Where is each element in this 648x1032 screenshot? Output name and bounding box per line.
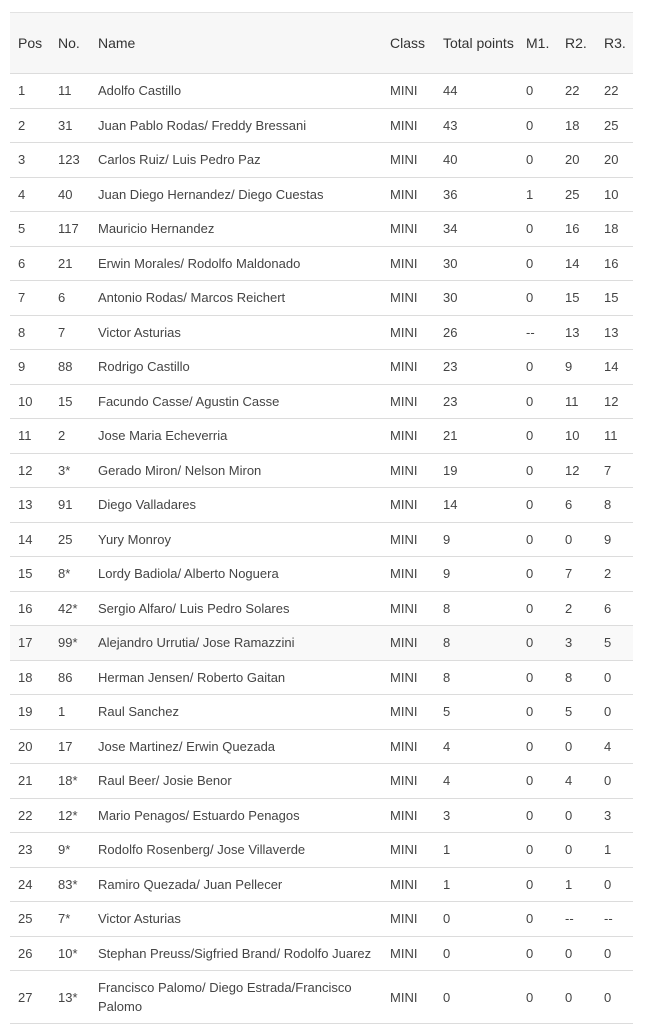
cell-total-points: 8 <box>443 669 451 685</box>
cell-r2: -- <box>565 911 574 927</box>
cell-name: Francisco Palomo/ Diego Estrada/Francisco Palomo <box>98 980 352 1014</box>
cell-class: MINI <box>390 669 418 685</box>
cell-pos: 6 <box>18 255 26 271</box>
cell-r2: 14 <box>565 255 580 271</box>
table-row <box>10 281 633 316</box>
cell-name: Victor Asturias <box>98 324 181 340</box>
cell-total-points: 1 <box>443 876 451 892</box>
cell-class: MINI <box>390 290 418 306</box>
cell-no: 91 <box>58 497 73 513</box>
cell-total-points: 34 <box>443 221 458 237</box>
cell-r2: 7 <box>565 566 573 582</box>
cell-m1: 0 <box>526 497 534 513</box>
cell-total-points: 36 <box>443 186 458 202</box>
cell-class: MINI <box>390 635 418 651</box>
cell-pos: 12 <box>18 462 33 478</box>
cell-m1: 0 <box>526 989 534 1005</box>
cell-pos: 15 <box>18 566 33 582</box>
cell-total-points: 8 <box>443 600 451 616</box>
cell-m1: 0 <box>526 738 534 754</box>
cell-m1: 0 <box>526 600 534 616</box>
cell-name: Diego Valladares <box>98 497 197 513</box>
cell-name: Gerado Miron/ Nelson Miron <box>98 462 262 478</box>
table-row <box>10 764 633 799</box>
cell-class: MINI <box>390 359 418 375</box>
cell-m1: 0 <box>526 945 534 961</box>
cell-pos: 24 <box>18 876 33 892</box>
cell-total-points: 0 <box>443 989 451 1005</box>
table-row <box>10 350 633 385</box>
cell-r3: 0 <box>604 989 612 1005</box>
cell-m1: 1 <box>526 186 534 202</box>
cell-r3: 16 <box>604 255 619 271</box>
cell-name: Raul Beer/ Josie Benor <box>98 773 232 789</box>
cell-total-points: 19 <box>443 462 458 478</box>
table-row <box>10 729 633 764</box>
cell-no: 25 <box>58 531 73 547</box>
cell-total-points: 4 <box>443 773 451 789</box>
cell-name: Raul Sanchez <box>98 704 179 720</box>
cell-r3: -- <box>604 911 613 927</box>
cell-r3: 1 <box>604 842 612 858</box>
cell-r3: 0 <box>604 876 612 892</box>
cell-class: MINI <box>390 566 418 582</box>
cell-r3: 0 <box>604 704 612 720</box>
cell-r3: 0 <box>604 669 612 685</box>
cell-class: MINI <box>390 531 418 547</box>
cell-r2: 12 <box>565 462 580 478</box>
cell-no: 21 <box>58 255 73 271</box>
header-name: Name <box>90 13 382 74</box>
cell-r3: 5 <box>604 635 612 651</box>
table-row <box>10 902 633 937</box>
cell-total-points: 43 <box>443 117 458 133</box>
cell-total-points: 40 <box>443 152 458 168</box>
cell-m1: 0 <box>526 221 534 237</box>
cell-r3: 11 <box>604 428 618 444</box>
cell-m1: 0 <box>526 393 534 409</box>
cell-r2: 0 <box>565 738 573 754</box>
cell-r3: 25 <box>604 117 619 133</box>
cell-class: MINI <box>390 876 418 892</box>
cell-r3: 6 <box>604 600 612 616</box>
cell-pos: 22 <box>18 807 33 823</box>
cell-pos: 10 <box>18 393 33 409</box>
table-header <box>10 13 633 74</box>
cell-r3: 15 <box>604 290 619 306</box>
table-row <box>10 626 633 661</box>
cell-pos: 1 <box>18 83 26 99</box>
cell-r2: 5 <box>565 704 573 720</box>
cell-r3: 10 <box>604 186 619 202</box>
cell-r3: 22 <box>604 83 619 99</box>
header-pos: Pos <box>10 13 50 74</box>
cell-r2: 4 <box>565 773 573 789</box>
cell-r2: 9 <box>565 359 573 375</box>
cell-r3: 3 <box>604 807 612 823</box>
cell-name: Mauricio Hernandez <box>98 221 215 237</box>
cell-r3: 8 <box>604 497 612 513</box>
cell-name: Alejandro Urrutia/ Jose Ramazzini <box>98 635 295 651</box>
cell-r2: 15 <box>565 290 580 306</box>
cell-r3: 12 <box>604 393 619 409</box>
cell-total-points: 30 <box>443 290 458 306</box>
cell-pos: 25 <box>18 911 33 927</box>
standings-table <box>10 12 633 1024</box>
cell-name: Juan Diego Hernandez/ Diego Cuestas <box>98 186 324 202</box>
cell-no: 1 <box>58 704 66 720</box>
cell-class: MINI <box>390 807 418 823</box>
cell-r2: 10 <box>565 428 580 444</box>
table-row <box>10 522 633 557</box>
cell-pos: 18 <box>18 669 33 685</box>
cell-name: Mario Penagos/ Estuardo Penagos <box>98 807 300 823</box>
table-row <box>10 419 633 454</box>
table-row <box>10 695 633 730</box>
cell-m1: 0 <box>526 83 534 99</box>
cell-no: 99* <box>58 635 78 651</box>
table-row <box>10 453 633 488</box>
cell-class: MINI <box>390 497 418 513</box>
table-row <box>10 591 633 626</box>
cell-total-points: 21 <box>443 428 458 444</box>
cell-no: 31 <box>58 117 73 133</box>
header-m1: M1. <box>518 13 557 74</box>
cell-r2: 25 <box>565 186 580 202</box>
cell-r2: 1 <box>565 876 573 892</box>
cell-r2: 22 <box>565 83 580 99</box>
cell-pos: 17 <box>18 635 33 651</box>
cell-pos: 16 <box>18 600 33 616</box>
cell-m1: 0 <box>526 462 534 478</box>
table-row <box>10 246 633 281</box>
cell-pos: 13 <box>18 497 33 513</box>
cell-name: Lordy Badiola/ Alberto Noguera <box>98 566 279 582</box>
cell-r2: 0 <box>565 989 573 1005</box>
cell-class: MINI <box>390 117 418 133</box>
cell-name: Carlos Ruiz/ Luis Pedro Paz <box>98 152 261 168</box>
cell-pos: 9 <box>18 359 26 375</box>
cell-r3: 20 <box>604 152 619 168</box>
cell-class: MINI <box>390 393 418 409</box>
cell-pos: 7 <box>18 290 26 306</box>
table-row <box>10 384 633 419</box>
cell-r3: 0 <box>604 773 612 789</box>
header-r3: R3. <box>596 13 633 74</box>
cell-name: Stephan Preuss/Sigfried Brand/ Rodolfo Juarez <box>98 945 372 961</box>
cell-class: MINI <box>390 704 418 720</box>
cell-no: 40 <box>58 186 73 202</box>
cell-class: MINI <box>390 221 418 237</box>
cell-r2: 8 <box>565 669 573 685</box>
cell-no: 11 <box>58 83 72 99</box>
cell-name: Rodolfo Rosenberg/ Jose Villaverde <box>98 842 306 858</box>
cell-r3: 2 <box>604 566 612 582</box>
cell-m1: 0 <box>526 635 534 651</box>
cell-r2: 18 <box>565 117 580 133</box>
cell-r2: 0 <box>565 807 573 823</box>
cell-m1: 0 <box>526 669 534 685</box>
cell-m1: 0 <box>526 911 534 927</box>
cell-no: 12* <box>58 807 78 823</box>
cell-pos: 4 <box>18 186 26 202</box>
cell-r2: 16 <box>565 221 580 237</box>
cell-r2: 0 <box>565 531 573 547</box>
cell-no: 18* <box>58 773 78 789</box>
cell-pos: 27 <box>18 989 33 1005</box>
cell-name: Rodrigo Castillo <box>98 359 190 375</box>
cell-class: MINI <box>390 462 418 478</box>
table-row <box>10 143 633 178</box>
cell-pos: 2 <box>18 117 26 133</box>
cell-pos: 26 <box>18 945 33 961</box>
cell-name: Antonio Rodas/ Marcos Reichert <box>98 290 286 306</box>
cell-m1: 0 <box>526 876 534 892</box>
cell-total-points: 26 <box>443 324 458 340</box>
header-no: No. <box>50 13 90 74</box>
cell-r2: 2 <box>565 600 573 616</box>
cell-total-points: 5 <box>443 704 451 720</box>
table-row <box>10 315 633 350</box>
cell-no: 8* <box>58 566 71 582</box>
cell-total-points: 0 <box>443 911 451 927</box>
cell-class: MINI <box>390 945 418 961</box>
cell-name: Erwin Morales/ Rodolfo Maldonado <box>98 255 301 271</box>
table-row <box>10 488 633 523</box>
cell-no: 7 <box>58 324 66 340</box>
cell-no: 15 <box>58 393 73 409</box>
cell-m1: 0 <box>526 531 534 547</box>
cell-r3: 0 <box>604 945 612 961</box>
cell-name: Ramiro Quezada/ Juan Pellecer <box>98 876 283 892</box>
table-row <box>10 177 633 212</box>
header-class: Class <box>382 13 435 74</box>
cell-m1: 0 <box>526 842 534 858</box>
cell-total-points: 3 <box>443 807 451 823</box>
cell-r3: 14 <box>604 359 619 375</box>
cell-pos: 5 <box>18 221 26 237</box>
cell-pos: 19 <box>18 704 33 720</box>
cell-total-points: 8 <box>443 635 451 651</box>
table-row <box>10 660 633 695</box>
cell-m1: 0 <box>526 704 534 720</box>
cell-name: Victor Asturias <box>98 911 181 927</box>
standings-table-container <box>10 12 633 1024</box>
cell-r3: 18 <box>604 221 619 237</box>
cell-r2: 11 <box>565 393 579 409</box>
cell-no: 2 <box>58 428 66 444</box>
cell-total-points: 14 <box>443 497 458 513</box>
cell-name: Juan Pablo Rodas/ Freddy Bressani <box>98 117 307 133</box>
cell-class: MINI <box>390 152 418 168</box>
header-row <box>10 13 633 74</box>
cell-total-points: 9 <box>443 566 451 582</box>
cell-no: 10* <box>58 945 78 961</box>
cell-r2: 6 <box>565 497 573 513</box>
cell-no: 42* <box>58 600 78 616</box>
cell-class: MINI <box>390 428 418 444</box>
cell-no: 88 <box>58 359 73 375</box>
cell-total-points: 44 <box>443 83 458 99</box>
table-row <box>10 971 633 1024</box>
cell-total-points: 30 <box>443 255 458 271</box>
cell-no: 13* <box>58 989 78 1005</box>
header-total-points: Total points <box>435 13 518 74</box>
cell-r2: 20 <box>565 152 580 168</box>
cell-class: MINI <box>390 738 418 754</box>
cell-pos: 20 <box>18 738 33 754</box>
cell-m1: 0 <box>526 255 534 271</box>
cell-no: 117 <box>58 221 79 237</box>
cell-class: MINI <box>390 324 418 340</box>
table-row <box>10 108 633 143</box>
cell-no: 6 <box>58 290 66 306</box>
cell-total-points: 23 <box>443 393 458 409</box>
cell-no: 123 <box>58 152 80 168</box>
cell-m1: 0 <box>526 152 534 168</box>
cell-pos: 21 <box>18 773 33 789</box>
cell-class: MINI <box>390 773 418 789</box>
cell-r2: 0 <box>565 945 573 961</box>
cell-m1: -- <box>526 324 535 340</box>
cell-no: 9* <box>58 842 71 858</box>
table-body <box>10 74 633 1024</box>
cell-class: MINI <box>390 83 418 99</box>
cell-r2: 0 <box>565 842 573 858</box>
cell-pos: 23 <box>18 842 33 858</box>
cell-r2: 13 <box>565 324 580 340</box>
cell-r3: 13 <box>604 324 619 340</box>
cell-total-points: 1 <box>443 842 451 858</box>
cell-name: Facundo Casse/ Agustin Casse <box>98 393 280 409</box>
cell-total-points: 9 <box>443 531 451 547</box>
cell-name: Jose Martinez/ Erwin Quezada <box>98 738 276 754</box>
cell-total-points: 4 <box>443 738 451 754</box>
cell-r2: 3 <box>565 635 573 651</box>
table-row <box>10 74 633 109</box>
cell-m1: 0 <box>526 773 534 789</box>
cell-name: Yury Monroy <box>98 531 171 547</box>
cell-pos: 3 <box>18 152 26 168</box>
cell-class: MINI <box>390 911 418 927</box>
table-row <box>10 798 633 833</box>
cell-class: MINI <box>390 600 418 616</box>
cell-name: Adolfo Castillo <box>98 83 182 99</box>
cell-class: MINI <box>390 989 418 1005</box>
cell-no: 7* <box>58 911 71 927</box>
cell-name: Sergio Alfaro/ Luis Pedro Solares <box>98 600 290 616</box>
cell-m1: 0 <box>526 566 534 582</box>
header-r2: R2. <box>557 13 596 74</box>
cell-name: Herman Jensen/ Roberto Gaitan <box>98 669 286 685</box>
table-row <box>10 833 633 868</box>
cell-m1: 0 <box>526 359 534 375</box>
table-row <box>10 936 633 971</box>
cell-pos: 14 <box>18 531 33 547</box>
cell-no: 17 <box>58 738 73 754</box>
cell-m1: 0 <box>526 807 534 823</box>
cell-r3: 9 <box>604 531 612 547</box>
cell-class: MINI <box>390 842 418 858</box>
cell-no: 3* <box>58 462 71 478</box>
cell-pos: 8 <box>18 324 26 340</box>
cell-m1: 0 <box>526 117 534 133</box>
cell-r3: 4 <box>604 738 612 754</box>
cell-no: 83* <box>58 876 78 892</box>
cell-m1: 0 <box>526 290 534 306</box>
cell-class: MINI <box>390 186 418 202</box>
cell-no: 86 <box>58 669 73 685</box>
cell-pos: 11 <box>18 428 32 444</box>
table-row <box>10 212 633 247</box>
cell-total-points: 0 <box>443 945 451 961</box>
cell-name: Jose Maria Echeverria <box>98 428 228 444</box>
table-row <box>10 557 633 592</box>
cell-m1: 0 <box>526 428 534 444</box>
cell-r3: 7 <box>604 462 612 478</box>
cell-class: MINI <box>390 255 418 271</box>
table-row <box>10 867 633 902</box>
cell-total-points: 23 <box>443 359 458 375</box>
